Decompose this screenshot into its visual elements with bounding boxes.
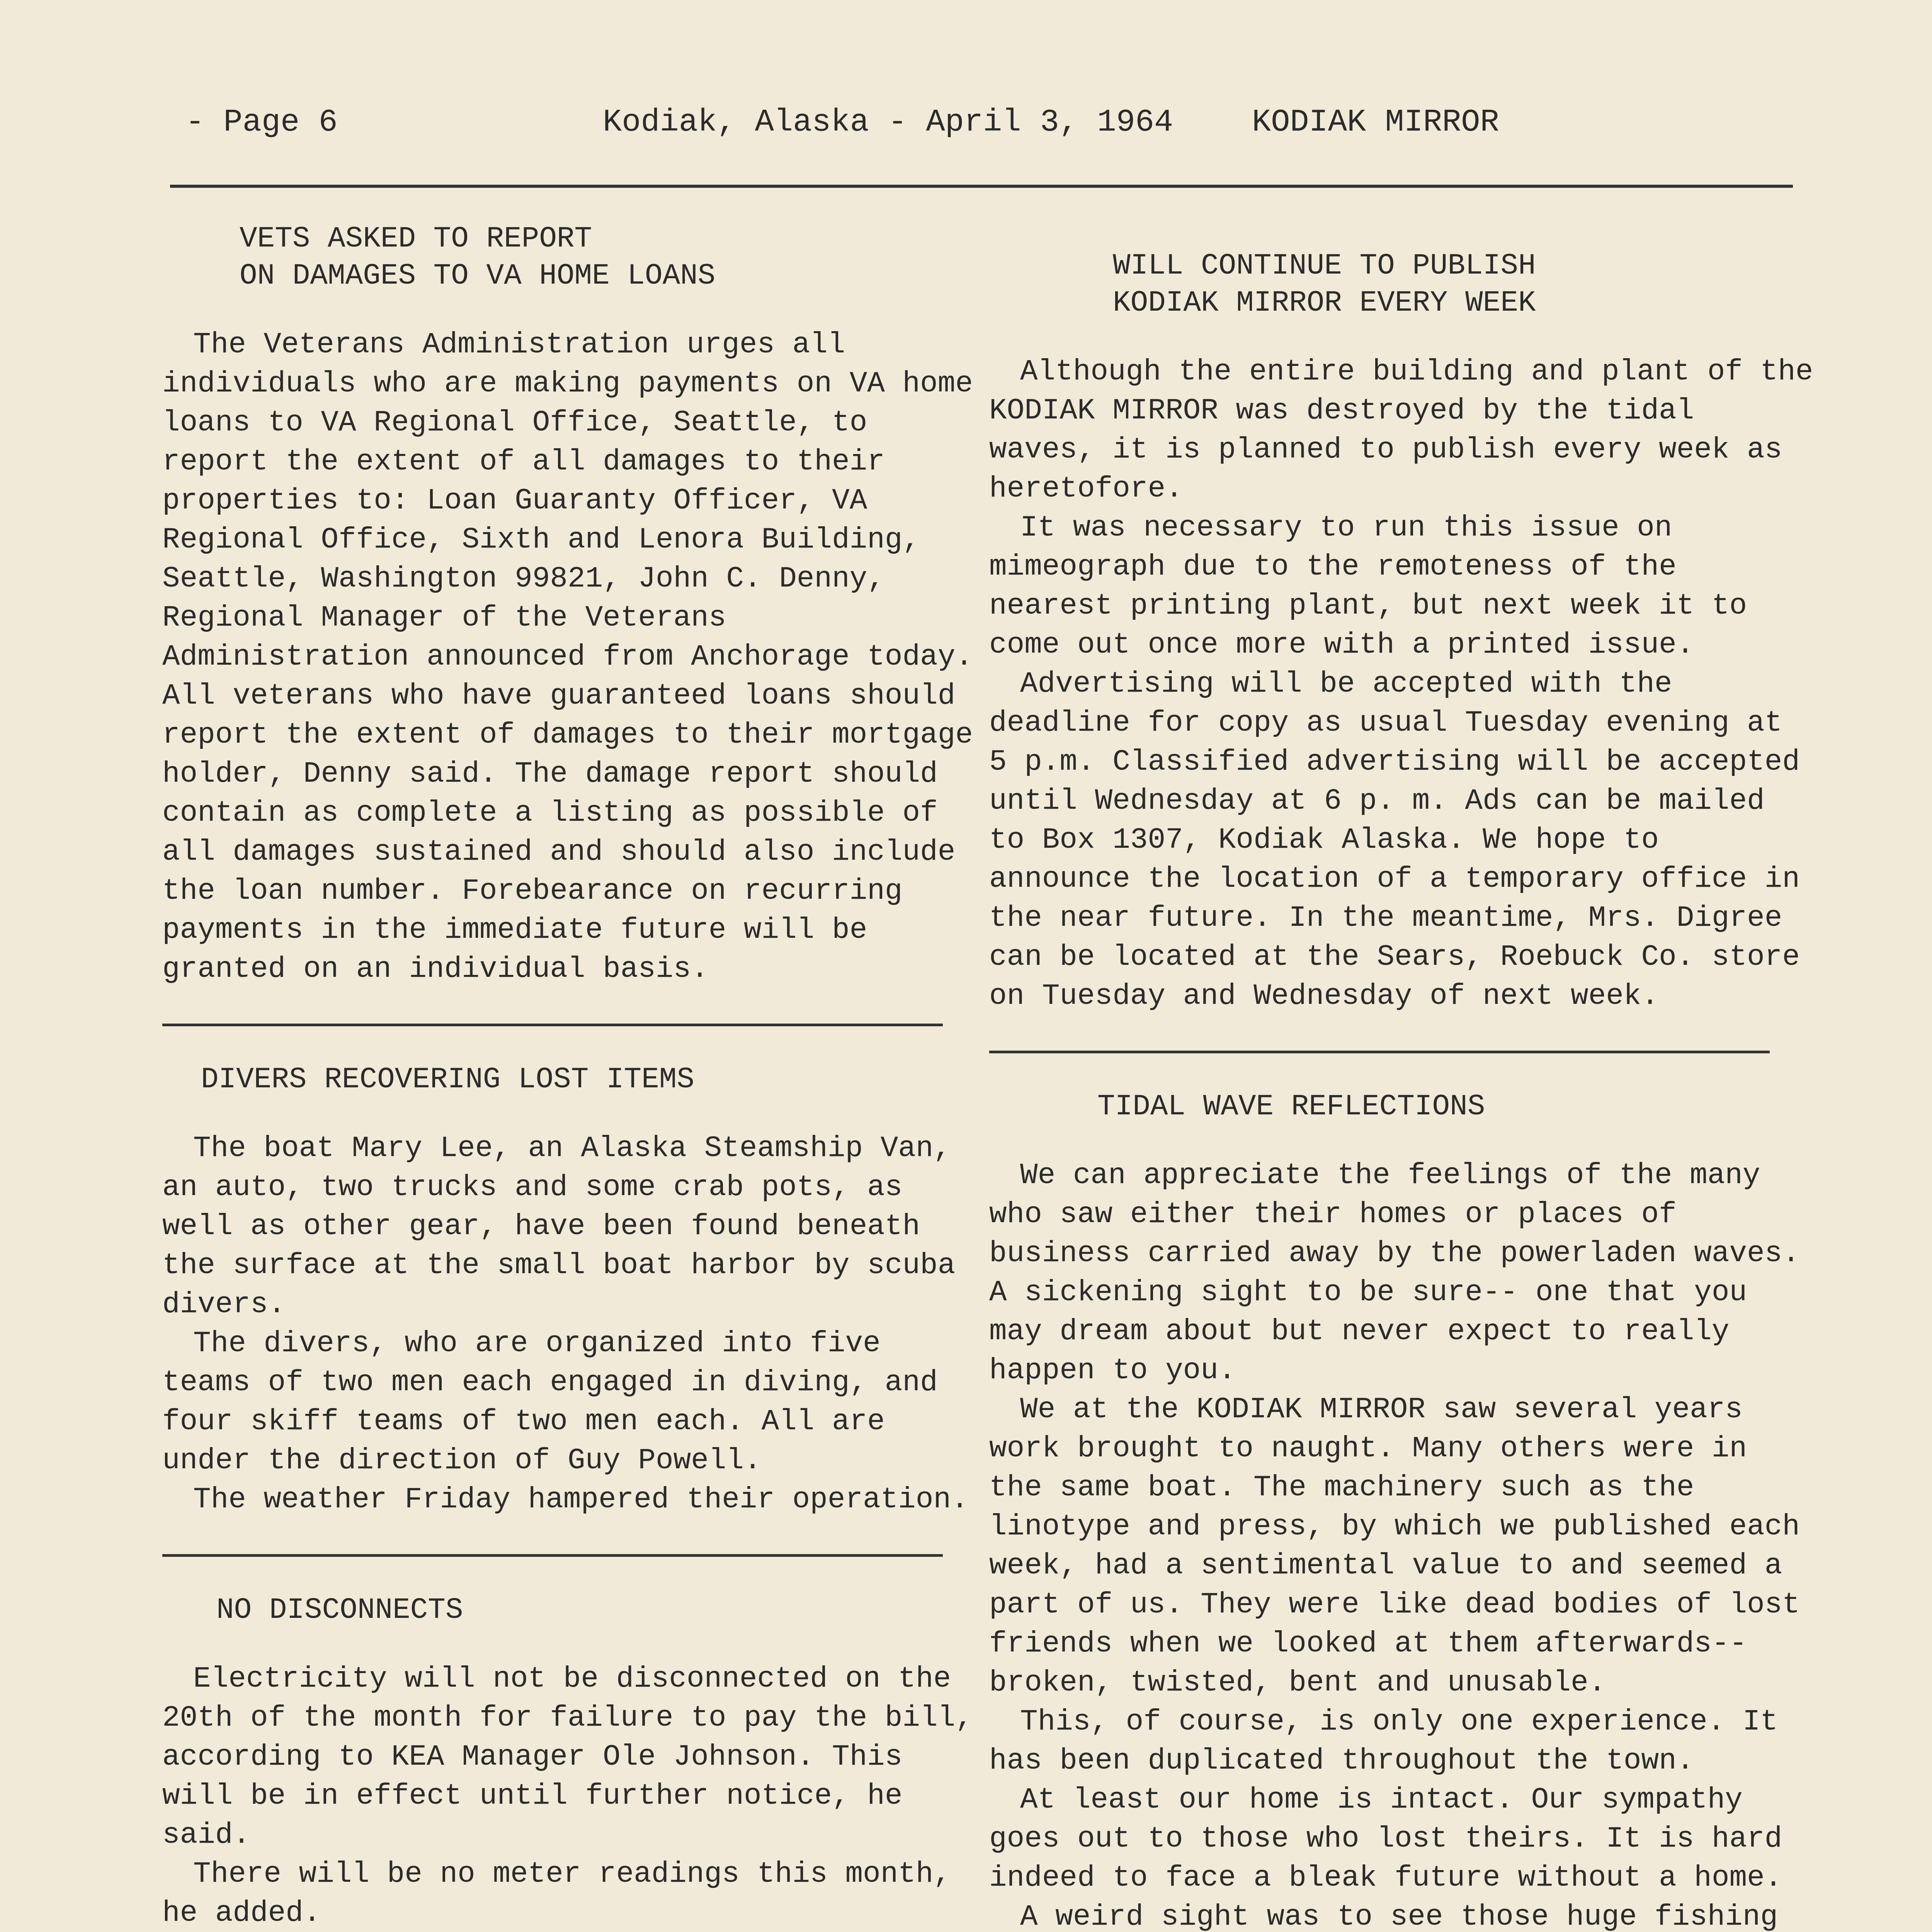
article-body bbox=[989, 352, 1816, 1016]
right-column bbox=[989, 247, 1816, 1932]
article-divers bbox=[162, 1061, 974, 1519]
article-continue-publishing bbox=[989, 247, 1816, 1016]
paragraph: Advertising will be accepted with the deadline for copy as usual Tuesday evening at 5 p.m. Classified advertising will be accepted until Wednesday at 6 p. m. Ads can be mailed to Box 1307, Kodiak Alaska. We hope to announce the location of a temporary office in the near future. In the meantime, Mrs. Digree can be located at the Sears, Roebuck Co. store on Tuesday and Wednesday of next week. bbox=[989, 667, 1800, 1013]
paragraph: The boat Mary Lee, an Alaska Steamship Van, an auto, two trucks and some crab pots, as well as other gear, have been found beneath the surface at the small boat harbor by scuba divers. bbox=[162, 1132, 956, 1321]
article-disconnects bbox=[162, 1592, 974, 1932]
paragraph: Although the entire building and plant of the KODIAK MIRROR was destroyed by the tidal waves, it is planned to publish every week as heretofore. bbox=[989, 355, 1813, 505]
page-header bbox=[0, 104, 1932, 155]
page-number: - Page 6 bbox=[185, 104, 338, 140]
masthead: KODIAK MIRROR bbox=[1252, 104, 1499, 140]
article-tidal-wave bbox=[989, 1088, 1816, 1932]
article-body bbox=[989, 1156, 1816, 1932]
headline-tidal-wave: TIDAL WAVE REFLECTIONS bbox=[1097, 1090, 1485, 1123]
section-divider bbox=[162, 1554, 943, 1557]
article-body bbox=[162, 325, 974, 989]
section-divider bbox=[162, 1024, 943, 1026]
headline-disconnects: NO DISCONNECTS bbox=[216, 1594, 463, 1627]
headline-divers: DIVERS RECOVERING LOST ITEMS bbox=[201, 1063, 695, 1096]
left-column bbox=[162, 220, 974, 1932]
headline-continue-publishing: WILL CONTINUE TO PUBLISH KODIAK MIRROR EVERY WEEK bbox=[1113, 249, 1536, 320]
dateline: Kodiak, Alaska - April 3, 1964 bbox=[603, 104, 1173, 140]
header-rule bbox=[170, 185, 1793, 188]
paragraph: The weather Friday hampered their operation. bbox=[193, 1483, 969, 1516]
paragraph: Electricity will not be disconnected on the 20th of the month for failure to pay the bill, according to KEA Manager Ole Johnson. This will be in effect until further notice, he said. bbox=[162, 1662, 973, 1852]
article-body bbox=[162, 1129, 974, 1519]
paragraph: The Veterans Administration urges all individuals who are making payments on VA home loans to VA Regional Office, Seattle, to report the extent of all damages to their properties to: Loan Guaranty Officer, VA Regional Office, Sixth and Lenora Building, Seattle, Washington 99821, John C. Denny, Regional Manager of the Veterans Administration announced from Anchorage today. All veterans who have guaranteed loans should report the extent of damages to their mortgage holder, Denny said. The damage report should contain as complete a listing as possible of all damages sustained and should also include the loan number. Forebearance on recurring payments in the immediate future will be granted on an individual basis. bbox=[162, 328, 973, 986]
section-divider bbox=[989, 1051, 1770, 1053]
paragraph: A weird sight was to see those huge fishing bbox=[1020, 1900, 1778, 1932]
article-vets bbox=[162, 220, 974, 989]
headline-vets: VETS ASKED TO REPORT ON DAMAGES TO VA HOME LOANS bbox=[240, 222, 716, 293]
paragraph: This, of course, is only one experience. It has been duplicated throughout the town. bbox=[989, 1705, 1778, 1777]
paragraph: The divers, who are organized into five teams of two men each engaged in diving, and four skiff teams of two men each. All are under the direction of Guy Powell. bbox=[162, 1327, 938, 1477]
paragraph: It was necessary to run this issue on mimeograph due to the remoteness of the nearest printing plant, but next week it to come out once more with a printed issue. bbox=[989, 511, 1747, 662]
paragraph: There will be no meter readings this month, he added. bbox=[162, 1857, 951, 1930]
paragraph: We at the KODIAK MIRROR saw several years work brought to naught. Many others were in the same boat. The machinery such as the linotype and press, by which we published each week, had a sentimental value to and seemed a part of us. They were like dead bodies of lost friends when we looked at them afterwards-- broken, twisted, bent and unusable. bbox=[989, 1393, 1800, 1699]
paragraph: At least our home is intact. Our sympathy goes out to those who lost theirs. It is hard indeed to face a bleak future without a home. bbox=[989, 1783, 1782, 1895]
paragraph: We can appreciate the feelings of the many who saw either their homes or places of business carried away by the powerladen waves. A sickening sight to be sure-- one that you may dream about but never expect to really happen to you. bbox=[989, 1159, 1800, 1387]
article-body bbox=[162, 1660, 974, 1932]
